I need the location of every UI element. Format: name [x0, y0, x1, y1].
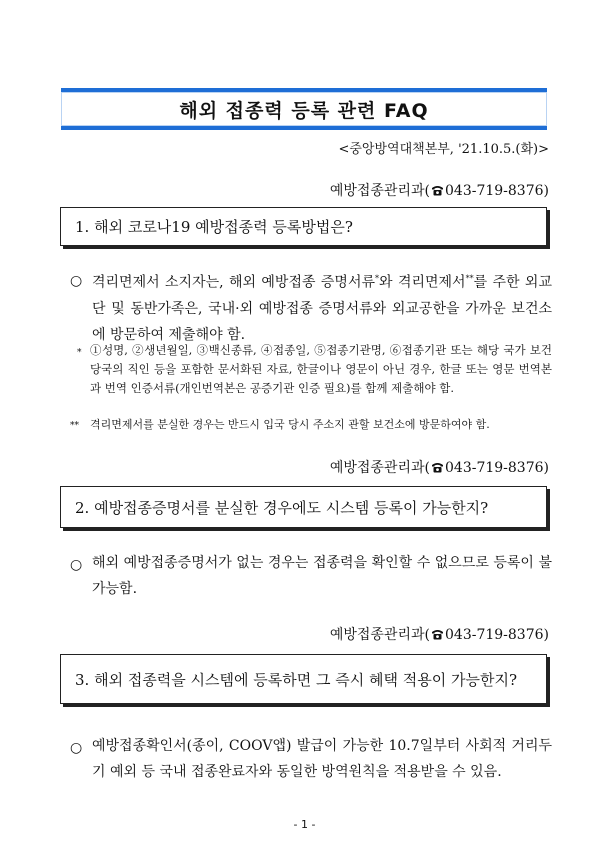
- title-banner: [61, 88, 547, 130]
- answer-1-part1: 격리면제서 소지자는, 해외 예방접종 증명서류: [92, 274, 376, 291]
- dept-name: 예방접종관리과(: [329, 460, 430, 476]
- dept-name: 예방접종관리과(: [329, 627, 430, 643]
- footnote-2: 격리면제서를 분실한 경우는 반드시 입국 당시 주소지 관할 보건소에 방문하여야 함.: [90, 418, 490, 431]
- page-title: 해외 접종력 등록 관련 FAQ: [179, 99, 429, 122]
- answer-1-part3: 를 주한 외교단 및 동반가족은, 국내·외 예방접종 증명서류와 외교공한을 가까운 보건소에 방문하여 제출해야 함.: [92, 274, 552, 343]
- telephone-icon: [431, 185, 444, 196]
- answer-2: 해외 예방접종증명서가 없는 경우는 접종력을 확인할 수 없으므로 등록이 불가능함.: [92, 555, 552, 597]
- dept-contact-1: [330, 180, 549, 200]
- dept-phone: 043-719-8376): [445, 183, 549, 199]
- dept-phone: 043-719-8376): [445, 460, 549, 476]
- dept-contact-3: [330, 624, 549, 644]
- note-mark-2: **: [70, 421, 79, 431]
- question-1: 1. 해외 코로나19 예방접종력 등록방법은?: [75, 218, 353, 236]
- answer-1: [92, 266, 552, 348]
- footnote-1: ①성명, ②생년월일, ③백신종류, ④접종일, ⑤접종기관명, ⑥접종기관 또는 해당 국가 보건당국의 직인 등을 포함한 문서화된 자료, 한글이나 영문이 아닌 경우, 한글 또는 영문 번역본과 번역 인증서류(개인번역본은 공증기관 인증 필요)를 함께 제출해야 함.: [90, 343, 552, 395]
- question-3: 3. 해외 접종력을 시스템에 등록하면 그 즉시 혜택 적용이 가능한지?: [75, 670, 518, 689]
- source-date: <중앙방역대책본부, '21.10.5.(화)>: [338, 142, 549, 157]
- telephone-icon: [431, 629, 444, 640]
- question-box-2: [60, 486, 547, 528]
- answer-3: 예방접종확인서(종이, COOV앱) 발급이 가능한 10.7일부터 사회적 거리두기 예외 등 국내 접종완료자와 동일한 방역원칙을 적용받을 수 있음.: [92, 738, 552, 780]
- dept-name: 예방접종관리과(: [329, 183, 430, 199]
- footnote-mark: **: [465, 274, 474, 283]
- answer-1-part2: 와 격리면제서: [379, 274, 466, 291]
- question-2: 2. 예방접종증명서를 분실한 경우에도 시스템 등록이 가능한지?: [75, 498, 489, 517]
- page-number: - 1 -: [293, 818, 316, 831]
- bullet: ○: [70, 557, 83, 573]
- bullet: ○: [70, 740, 83, 756]
- question-box-1: [60, 207, 547, 246]
- question-box-3: [60, 654, 547, 704]
- bullet: ○: [70, 273, 83, 289]
- dept-phone: 043-719-8376): [445, 627, 549, 643]
- footnote-mark: *: [375, 274, 380, 283]
- telephone-icon: [431, 462, 444, 473]
- note-mark-1: *: [77, 348, 82, 358]
- dept-contact-2: [330, 457, 549, 477]
